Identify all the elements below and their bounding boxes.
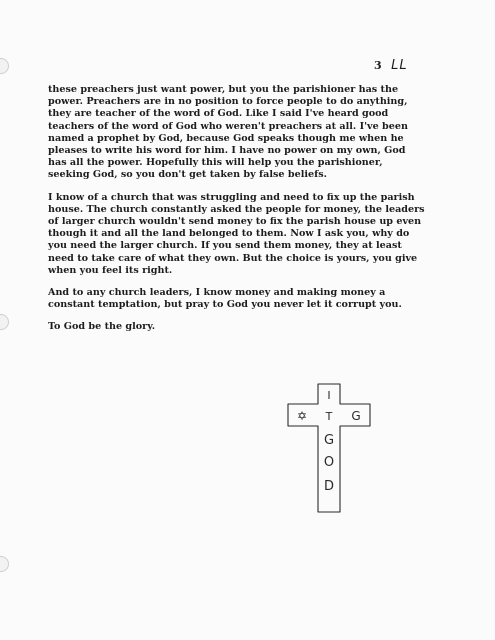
- text-line: has all the power. Hopefully this will help you the parishioner,: [48, 157, 383, 169]
- letter-body: [48, 84, 458, 344]
- star-of-david-icon: ✡: [296, 409, 308, 423]
- page-header: [374, 58, 408, 73]
- text-line: And to any church leaders, I know money and making money a: [48, 287, 386, 299]
- cross-letter: O: [323, 455, 335, 470]
- punch-hole: [0, 314, 9, 330]
- closing-line: To God be the glory.: [48, 321, 156, 333]
- text-line: constant temptation, but pray to God you never let it corrupt you.: [48, 299, 402, 311]
- text-line: you need the larger church. If you send them money, they at least: [48, 240, 402, 252]
- cross-letter: I: [327, 389, 331, 402]
- cross-letter: G: [323, 433, 335, 448]
- hand-drawn-cross: [282, 380, 382, 520]
- page-number: 3: [374, 59, 382, 72]
- paragraph: [48, 192, 458, 277]
- text-line: when you feel its right.: [48, 264, 173, 276]
- cross-letter: G: [351, 409, 361, 423]
- cross-letter: D: [323, 479, 335, 494]
- text-line: they are teacher of the word of God. Like I said I've heard good: [48, 108, 389, 120]
- paragraph: [48, 287, 458, 311]
- text-line: named a prophet by God, because God speaks though me when he: [48, 132, 404, 144]
- text-line: house. The church constantly asked the people for money, the leaders: [48, 203, 425, 215]
- text-line: pleases to write his word for him. I have no power on my own, God: [48, 145, 406, 157]
- punch-hole: [0, 556, 9, 572]
- punch-hole: [0, 58, 9, 74]
- handwritten-initials: LL: [391, 58, 408, 73]
- text-line: though it and all the land belonged to them. Now I ask you, why do: [48, 228, 410, 240]
- text-line: seeking God, so you don't get taken by false beliefs.: [48, 169, 327, 181]
- paragraph: [48, 84, 458, 182]
- text-line: teachers of the word of God who weren't preachers at all. I've been: [48, 120, 408, 132]
- text-line: power. Preachers are in no position to force people to do anything,: [48, 96, 408, 108]
- text-line: these preachers just want power, but you the parishioner has the: [48, 84, 399, 95]
- text-line: I know of a church that was struggling and need to fix up the parish: [48, 191, 415, 203]
- cross-letter: T: [325, 410, 333, 423]
- text-line: of larger church wouldn't send money to fix the parish house up even: [48, 216, 422, 228]
- text-line: need to take care of what they own. But the choice is yours, you give: [48, 252, 418, 264]
